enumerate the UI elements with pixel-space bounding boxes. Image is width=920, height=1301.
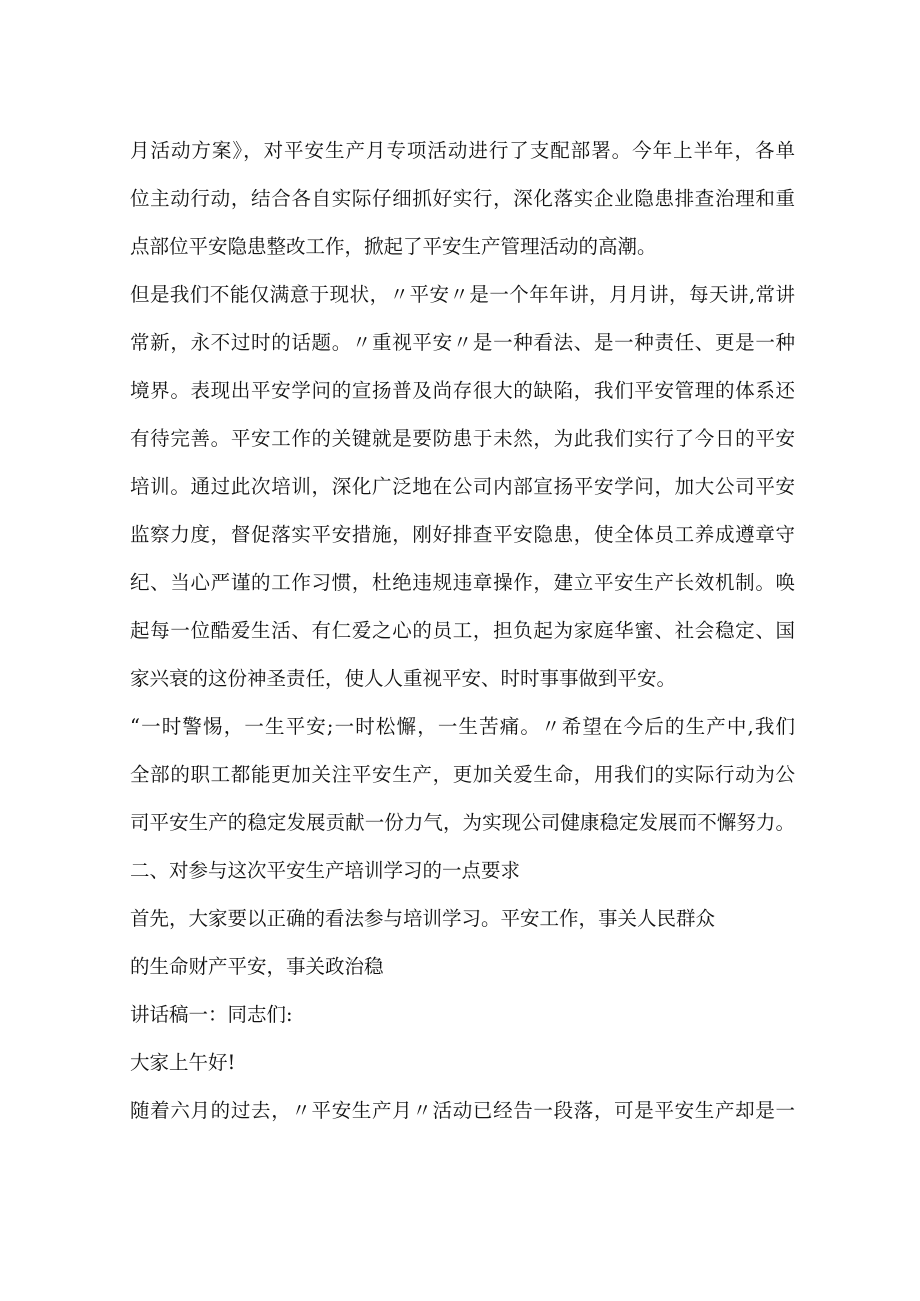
text-line: 随着六月的过去，〃平安生产月〃活动已经告一段落，可是平安生产却是一 [130, 1099, 795, 1122]
text-line: 起每一位酷爱生活、有仁爱之心的员工，担负起为家庭华蜜、社会稳定、国 [130, 619, 795, 642]
text-line: “一时警惕，一生平安;一时松懈，一生苦痛。〃希望在今后的生产中,我们 [130, 715, 795, 738]
text-line: 讲话稿一：同志们: [130, 1003, 293, 1026]
text-line: 常新，永不过时的话题。〃重视平安〃是一种看法、是一种责任、更是一种 [130, 331, 795, 354]
text-line: 全部的职工都能更加关注平安生产，更加关爱生命，用我们的实际行动为公 [130, 763, 795, 786]
text-line: 境界。表现出平安学问的宣扬普及尚存很大的缺陷，我们平安管理的体系还 [130, 379, 795, 402]
text-line: 纪、当心严谨的工作习惯，杜绝违规违章操作，建立平安生产长效机制。唤 [130, 571, 795, 594]
text-line: 位主动行动，结合各自实际仔细抓好实行，深化落实企业隐患排查治理和重 [130, 187, 795, 210]
text-line: 首先，大家要以正确的看法参与培训学习。平安工作，事关人民群众 [130, 907, 716, 930]
text-line: 有待完善。平安工作的关键就是要防患于未然，为此我们实行了今日的平安 [130, 427, 795, 450]
document-body [130, 127, 795, 1135]
text-line: 的生命财产平安，事关政治稳 [130, 955, 384, 978]
text-line: 但是我们不能仅满意于现状，〃平安〃是一个年年讲，月月讲，每天讲,常讲 [130, 283, 795, 306]
text-line: 家兴衰的这份神圣责任，使人人重视平安、时时事事做到平安。 [130, 667, 677, 690]
text-line: 点部位平安隐患整改工作，掀起了平安生产管理活动的高潮。 [130, 235, 657, 258]
text-line: 司平安生产的稳定发展贡献一份力气，为实现公司健康稳定发展而不懈努力。 [130, 811, 795, 834]
text-line: 监察力度，督促落实平安措施，刚好排查平安隐患，使全体员工养成遵章守 [130, 523, 795, 546]
text-line: 培训。通过此次培训，深化广泛地在公司内部宣扬平安学问，加大公司平安 [130, 475, 795, 498]
text-line: 二、对参与这次平安生产培训学习的一点要求 [130, 859, 521, 882]
text-line: 月活动方案》，对平安生产月专项活动进行了支配部署。今年上半年，各单 [130, 139, 795, 162]
text-line: 大家上午好! [130, 1051, 236, 1074]
